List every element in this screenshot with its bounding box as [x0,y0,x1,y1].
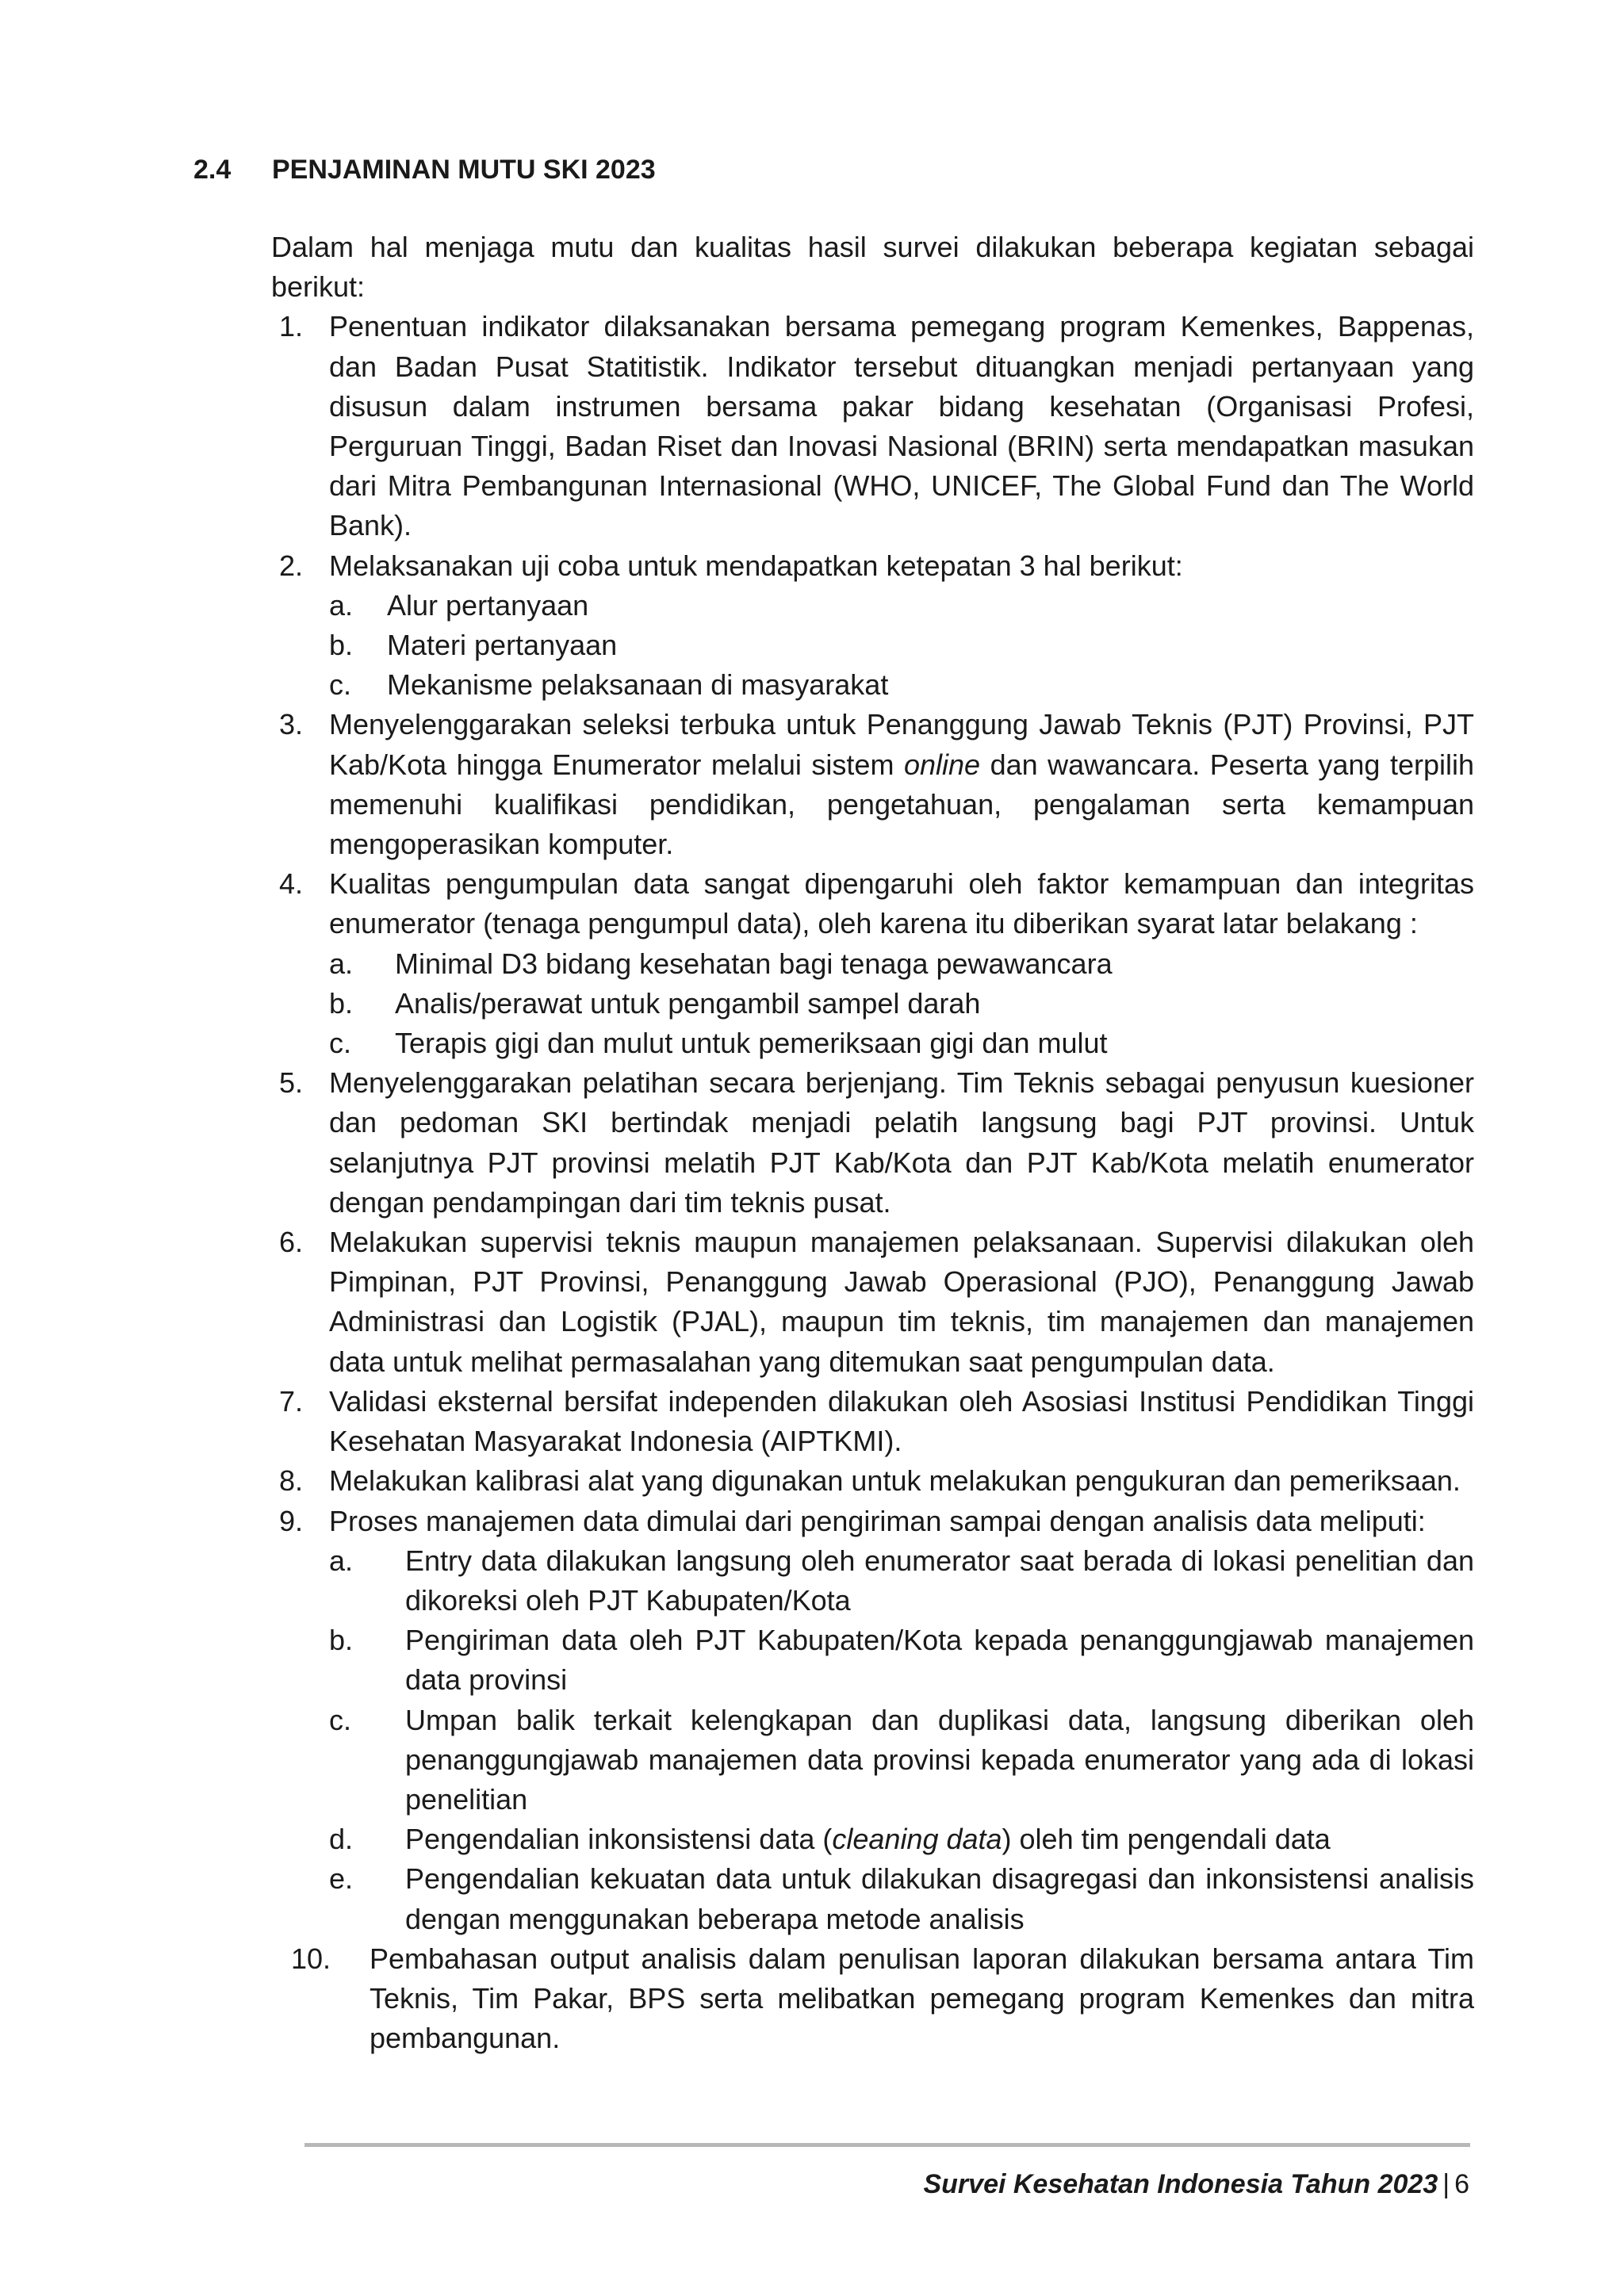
sub-list [329,944,1474,1064]
italic-term: online [903,748,981,781]
item-number: 6. [278,1226,303,1259]
sub-item [329,1820,1474,1859]
sub-text: Materi pertanyaan [387,629,618,662]
sub-text: Terapis gigi dan mulut untuk pemeriksaan gigi dan mulut [395,1027,1108,1060]
footer-divider [304,2143,1470,2147]
sub-label: c. [329,1027,352,1060]
quality-list [271,307,1474,2058]
sub-text: Mekanisme pelaksanaan di masyarakat [387,668,889,702]
intro-paragraph: Dalam hal menjaga mutu dan kualitas hasil survei dilakukan beberapa kegiatan sebagai berikut: [271,231,1474,304]
sub-item [329,1024,1474,1063]
item-number: 1. [278,310,303,343]
sub-label: d. [329,1823,354,1856]
sub-text: Pengendalian kekuatan data untuk dilakukan disagregasi dan inkonsistensi analisis dengan menggunakan beberapa metode analisis [405,1862,1474,1935]
sub-label: a. [329,947,354,980]
sub-text: Entry data dilakukan langsung oleh enumerator saat berada di lokasi penelitian dan dikoreksi oleh PJT Kabupaten/Kota [405,1544,1474,1617]
sub-label: e. [329,1862,354,1896]
sub-text: Umpan balik terkait kelengkapan dan duplikasi data, langsung diberikan oleh penanggungjawab manajemen data provinsi kepada enumerator yang ada di lokasi penelitian [405,1703,1474,1816]
item-text: Menyelenggarakan pelatihan secara berjenjang. Tim Teknis sebagai penyusun kuesioner dan pedoman SKI bertindak menjadi pelatih langsung bagi PJT provinsi. Untuk selanjutnya PJT provinsi melatih PJT Kab/Kota dan PJT Kab/Kota melatih enumerator dengan pendampingan dari tim teknis pusat. [329,1066,1474,1219]
sub-text: Pengiriman data oleh PJT Kabupaten/Kota kepada penanggungjawab manajemen data provinsi [405,1624,1474,1697]
sub-text: Alur pertanyaan [387,588,589,622]
footer-separator: | [1442,2169,1450,2199]
sub-label: a. [329,1544,354,1577]
item-number: 8. [278,1464,303,1498]
footer-title: Survei Kesehatan Indonesia Tahun 2023 [923,2169,1438,2199]
list-item-5 [271,1063,1474,1223]
sub-item [329,1541,1474,1621]
section-title: PENJAMINAN MUTU SKI 2023 [272,155,656,185]
item-number: 10. [290,1942,331,1975]
sub-text: Analis/perawat untuk pengambil sampel darah [395,986,981,1020]
sub-item [329,1859,1474,1938]
item-number: 2. [278,549,303,582]
sub-label: a. [329,588,354,622]
item-number: 4. [278,867,303,901]
sub-item [329,944,1474,984]
sub-label: b. [329,1624,354,1657]
item-text: Kualitas pengumpulan data sangat dipengaruhi oleh faktor kemampuan dan integritas enumerator (tenaga pengumpul data), oleh karena itu diberikan syarat latar belakang : [329,867,1474,940]
list-item-7 [271,1382,1474,1461]
list-item-3 [271,705,1474,864]
sub-label: c. [329,1703,352,1736]
sub-item [329,626,1474,665]
item-number: 7. [278,1384,303,1418]
sub-item [329,984,1474,1024]
sub-label: c. [329,668,352,702]
item-text: Menyelenggarakan seleksi terbuka untuk Penanggung Jawab Teknis (PJT) Provinsi, PJT Kab/Kota hingga Enumerator melalui sistem online dan wawancara. Peserta yang terpilih memenuhi kualifikasi pendidikan, pengetahuan, pengalaman serta kemampuan mengoperasikan komputer. [329,708,1474,861]
sub-label: b. [329,986,354,1020]
item-number: 3. [278,708,303,741]
item-number: 5. [278,1066,303,1100]
list-item-2 [271,546,1474,706]
item-text: Penentuan indikator dilaksanakan bersama pemegang program Kemenkes, Bappenas, dan Badan Pusat Statitistik. Indikator tersebut dituangkan menjadi pertanyaan yang disusun dalam instrumen bersama pakar bidang kesehatan (Organisasi Profesi, Perguruan Tinggi, Badan Riset dan Inovasi Nasional (BRIN) serta mendapatkan masukan dari Mitra Pembangunan Internasional (WHO, UNICEF, The Global Fund dan The World Bank). [329,310,1474,542]
sub-item [329,586,1474,626]
sub-list [329,1541,1474,1939]
page-footer [923,2169,1469,2200]
sub-label: b. [329,629,354,662]
item-text: Pembahasan output analisis dalam penulisan laporan dilakukan bersama antara Tim Teknis, Tim Pakar, BPS serta melibatkan pemegang program Kemenkes dan mitra pembangunan. [370,1942,1474,2055]
sub-item [329,665,1474,705]
italic-term: cleaning data [832,1823,1002,1856]
list-item-9 [271,1502,1474,1939]
item-number: 9. [278,1504,303,1537]
sub-text: Pengendalian inkonsistensi data (cleaning data) oleh tim pengendali data [405,1823,1331,1856]
list-item-10 [271,1939,1474,2059]
list-item-6 [271,1223,1474,1382]
sub-list [329,586,1474,706]
item-text: Melakukan kalibrasi alat yang digunakan untuk melakukan pengukuran dan pemeriksaan. [329,1464,1461,1498]
sub-item [329,1701,1474,1820]
item-text: Proses manajemen data dimulai dari pengiriman sampai dengan analisis data meliputi: [329,1504,1426,1537]
item-text: Validasi eksternal bersifat independen dilakukan oleh Asosiasi Institusi Pendidikan Tinggi Kesehatan Masyarakat Indonesia (AIPTKMI). [329,1384,1474,1458]
list-item-4 [271,864,1474,1063]
list-item-8 [271,1461,1474,1501]
item-text: Melakukan supervisi teknis maupun manajemen pelaksanaan. Supervisi dilakukan oleh Pimpinan, PJT Provinsi, Penanggung Jawab Operasional (PJO), Penanggung Jawab Administrasi dan Logistik (PJAL), maupun tim teknis, tim manajemen dan manajemen data untuk melihat permasalahan yang ditemukan saat pengumpulan data. [329,1226,1474,1378]
page-content [271,228,1474,2058]
sub-text: Minimal D3 bidang kesehatan bagi tenaga pewawancara [395,947,1113,980]
list-item-1 [271,307,1474,545]
item-text: Melaksanakan uji coba untuk mendapatkan ketepatan 3 hal berikut: [329,549,1183,582]
section-heading [193,155,656,186]
sub-item [329,1621,1474,1700]
page-number: 6 [1454,2169,1469,2199]
section-number: 2.4 [193,155,232,185]
